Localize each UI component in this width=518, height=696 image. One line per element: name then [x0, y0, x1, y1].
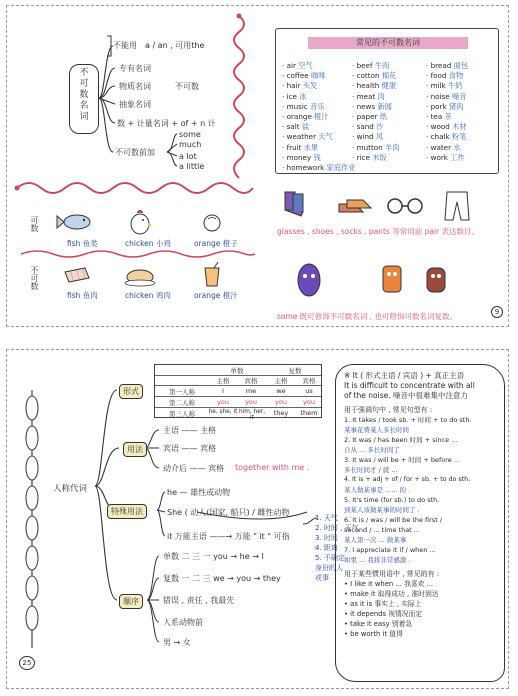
- word-item: · tea 茶: [426, 112, 452, 122]
- note-line: 5. It's time (for sb.) to do sth.: [344, 496, 440, 504]
- pair-items-illustrations: [277, 186, 502, 226]
- word-item: · meat 肉: [352, 91, 385, 101]
- word-item: · salt 盐: [282, 122, 310, 132]
- group-header-plural: 复数: [288, 367, 302, 375]
- table-title: 常见的不可数名词: [308, 37, 468, 49]
- branch-order: 顺序: [119, 594, 143, 609]
- cell: he, she, it: [208, 409, 238, 415]
- branch-measure: 数 + 计量名词 + of + n 计: [117, 119, 216, 128]
- row-label: 第一人称: [169, 388, 195, 396]
- note-line: 4. It is + adj + of / for + sb. + to do sth.: [344, 476, 471, 483]
- cell: they: [273, 409, 289, 417]
- note-line: 3. It was / will be + 时间 + before ...: [344, 456, 461, 464]
- branch-abstract-noun: 抽象名词: [119, 100, 151, 109]
- usage-after-verb-prep: 动介后 —— 宾格: [163, 464, 225, 473]
- note-line: 6. It is / was / will be the first /: [344, 516, 443, 524]
- branch-form: 形式: [119, 384, 143, 399]
- page-number-9: 9: [491, 306, 503, 318]
- prefix-much: much: [179, 140, 202, 149]
- note-line: • it depends 视情况而定: [344, 610, 423, 618]
- note-line: 2. It was / has been 时间 + since ...: [344, 436, 458, 444]
- uncountable-chicken-caption: chicken 鸡肉: [125, 291, 171, 300]
- it-ref-weather: 1. 天气: [315, 514, 338, 522]
- note-line: • be worth it 值得: [344, 630, 403, 638]
- word-item: · coffee 咖啡: [282, 71, 326, 81]
- word-item: · cotton 棉花: [352, 71, 397, 81]
- countable-fish-caption: fish 鱼类: [67, 239, 98, 248]
- note-line: 到某人该做某事的时间了 .: [344, 506, 420, 514]
- prefix-a-little: a little: [179, 162, 205, 171]
- word-item: · hair 头发: [282, 81, 318, 91]
- special-she: She ( 动人(国家, 船只) / 雌性动物: [167, 508, 290, 517]
- branch-no-article-extra: a / an , 可用the: [145, 41, 205, 50]
- some-note: some 既可修饰不可数名词 , 也可修饰可数名词复数。: [277, 312, 457, 321]
- word-item: · pork 猪肉: [426, 101, 464, 111]
- order-plural: 复数 一 二 三 we → you → they: [163, 574, 281, 583]
- word-item: · money 钱: [282, 152, 321, 162]
- note-line: 如果 ... 我将非常感激 .: [344, 556, 411, 564]
- page-number-25: 25: [19, 656, 35, 670]
- notebook-page-personal-pronouns: [6, 349, 509, 689]
- roast-chicken-icon: [125, 270, 155, 286]
- note-line: 用于某些惯用语中 , 常见的有 :: [344, 570, 440, 578]
- header-object-1: 宾格: [244, 377, 258, 385]
- note-line: • I like it when ... 我喜欢 ...: [344, 580, 434, 588]
- word-item: · air 空气: [282, 61, 313, 70]
- note-line: second / ... time that ...: [344, 526, 420, 534]
- note-line: • take it easy 别着急: [344, 620, 413, 628]
- word-item: · beef 牛肉: [352, 61, 390, 70]
- order-singular: 单数 二 三 一 you → he → I: [163, 552, 264, 561]
- cell: you: [303, 398, 315, 406]
- row-label: 第三人称: [169, 410, 195, 418]
- pair-note: glasses , shoes , socks , pants 等常用前 pair 表达数目。: [277, 227, 480, 236]
- branch-material-noun-extra: 不可数: [175, 82, 199, 91]
- group-header-singular: 单数: [230, 367, 244, 375]
- note-line: 某人做某事是 ...... 的 .: [344, 486, 411, 494]
- word-item: · wood 木材: [426, 122, 467, 132]
- branch-special-usage: 特殊用法: [107, 504, 147, 519]
- word-item: · sand 沙: [352, 122, 384, 132]
- word-item: · news 新闻: [352, 101, 392, 111]
- it-usage-note: [335, 364, 505, 682]
- socks-icon: [285, 192, 303, 216]
- word-item: · homework 家庭作业: [282, 163, 356, 173]
- special-it: it 万能主语 ——→ 万能 " it " 可指: [167, 532, 290, 541]
- order-mistake: 错误 , 责任 , 我最先: [163, 596, 235, 605]
- order-people-animals: 人系动物前: [163, 618, 203, 627]
- cell: we: [276, 387, 286, 395]
- header-subject-2: 主格: [274, 377, 288, 385]
- character-illustrations: [287, 256, 487, 306]
- word-item: · water 水: [426, 142, 461, 152]
- word-item: · music 音乐: [282, 101, 325, 111]
- mindmap-root-label: 不可数名词: [79, 68, 89, 122]
- cell: them: [300, 409, 318, 417]
- branch-material-noun: 物质名词: [119, 82, 151, 91]
- it-ref-time-weather: 2. 时间 , 天气: [315, 524, 359, 532]
- note-line: It is difficult to concentrate with all: [344, 381, 475, 390]
- shoes-icon: [339, 200, 371, 212]
- word-item: · mutton 羊肉: [352, 142, 400, 152]
- it-ref-uncertain: 5. 不确定身份的人或事: [315, 554, 345, 582]
- orange-character-icon: [383, 266, 401, 292]
- branch-proper-noun: 专有名词: [119, 64, 151, 73]
- cell: you: [275, 398, 287, 406]
- word-item: · health 健康: [352, 81, 397, 91]
- word-item: · fruit 水果: [282, 142, 319, 152]
- word-item: · bread 面包: [426, 61, 469, 70]
- cell: us: [305, 387, 313, 395]
- food-illustrations: [7, 6, 267, 327]
- word-column-3: [426, 61, 468, 163]
- countable-label: 可数: [30, 216, 39, 232]
- usage-subject: 主语 —— 主格: [163, 426, 217, 435]
- pants-icon: [445, 192, 469, 220]
- word-item: · chalk 粉笔: [426, 132, 467, 142]
- prefix-some: some: [179, 130, 201, 139]
- note-line: of the noise. 噪音中很难集中注意力: [344, 391, 469, 400]
- word-item: · milk 牛奶: [426, 81, 463, 91]
- glasses-icon: [388, 199, 422, 213]
- fish-icon: [57, 215, 90, 229]
- purple-character-icon: [298, 264, 320, 296]
- note-line: 1. It takes / took sb. + 时间 + to do sth.: [344, 416, 472, 424]
- note-line: 某事花费某人多长时间: [344, 426, 409, 434]
- header-subject-1: 主格: [216, 377, 230, 385]
- usage-example: together with me .: [235, 463, 310, 472]
- word-item: · paper 纸: [352, 112, 387, 122]
- pronoun-table: [154, 364, 322, 421]
- word-item: · food 食物: [426, 71, 464, 81]
- note-line: 某人第一次 ... 做某事: [344, 536, 407, 544]
- header-object-2: 宾格: [302, 377, 316, 385]
- branch-no-article: 不能用: [113, 41, 137, 50]
- word-item: · noise 噪音: [426, 91, 467, 101]
- uncountable-nouns-table: [275, 28, 499, 174]
- note-line: • make it 取得成功 , 准时到达: [344, 590, 439, 598]
- cell: you: [217, 398, 229, 406]
- cell: me: [245, 387, 257, 395]
- word-column-1: [282, 61, 355, 173]
- branch-usage: 用法: [123, 442, 147, 457]
- notebook-page-uncountable-nouns: [6, 5, 509, 327]
- cell: you: [245, 398, 257, 406]
- branch-prefix: 不可数前加: [115, 148, 155, 157]
- special-he: he — 雄性或动物: [167, 488, 231, 497]
- pronoun-root-label: 人称代词: [53, 484, 88, 494]
- countable-orange-caption: orange 橙子: [194, 239, 238, 248]
- note-line: 自从 ... 多长时间了: [344, 446, 400, 454]
- note-line: • as it is 事实上 , 实际上: [344, 600, 422, 608]
- orange-icon: [204, 215, 220, 231]
- countable-chicken-caption: chicken 小鸡: [125, 239, 171, 248]
- it-ref-distance: 4. 距离: [315, 544, 338, 552]
- row-label: 第二人称: [169, 399, 195, 407]
- word-item: · wind 风: [352, 132, 384, 142]
- word-item: · ice 冰: [282, 91, 307, 101]
- note-line: ※ It ( 形式主语 / 宾语 ) + 真正主语: [344, 371, 465, 380]
- fish-fillet-icon: [65, 268, 89, 282]
- orange-juice-icon: [205, 262, 219, 286]
- uncountable-orange-caption: orange 橙汁: [194, 291, 238, 300]
- note-line: 多长时间才 / 就 ...: [344, 466, 398, 474]
- word-item: · weather 天气: [282, 132, 333, 142]
- uncountable-fish-caption: fish 鱼肉: [67, 291, 98, 300]
- order-male-female: 男 → 女: [163, 638, 191, 647]
- cell: him, her, it: [238, 409, 266, 421]
- brown-character-icon: [427, 268, 445, 292]
- word-item: · work 工作: [426, 152, 465, 162]
- word-column-2: [352, 61, 399, 163]
- word-item: · rice 米饭: [352, 152, 387, 162]
- note-line: 用于强调句中 , 常见句型有 :: [344, 406, 433, 414]
- uncountable-label: 不可数: [30, 266, 39, 290]
- note-line: 7. I appreciate it if / when ...: [344, 546, 436, 554]
- it-ref-time: 3. 时间: [315, 534, 338, 542]
- cell: I: [222, 387, 224, 395]
- prefix-a-lot: a lot: [179, 152, 197, 161]
- chicken-icon: [131, 211, 152, 235]
- word-item: · orange 橙汁: [282, 112, 329, 122]
- usage-object: 宾语 —— 宾格: [163, 444, 217, 453]
